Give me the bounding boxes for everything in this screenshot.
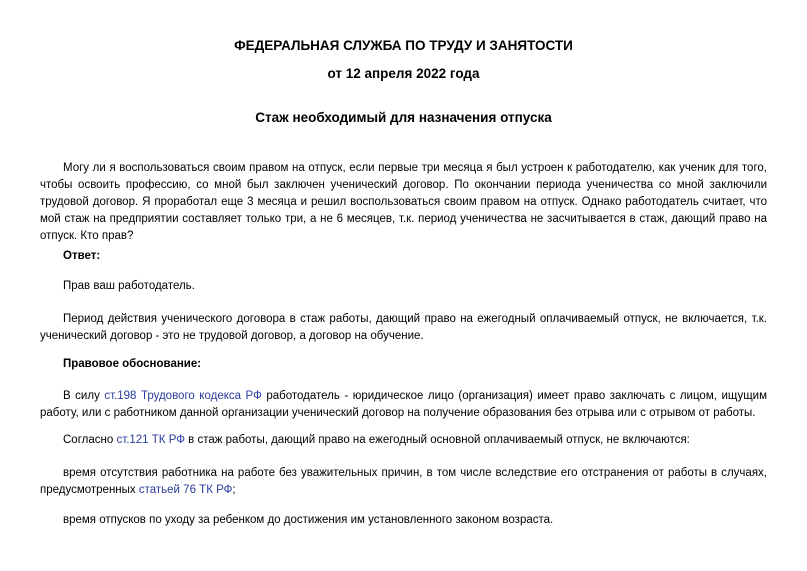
link-article-121[interactable]: ст.121 ТК РФ bbox=[116, 434, 185, 446]
question-paragraph: Могу ли я воспользоваться своим правом на отпуск, если первые три месяца я был устроен к работодателю, как ученик для того, чтобы освоить профессию, со мной был заключен ученический договор. По окончании периода ученичества со мной заключили трудовой договор. Я проработал еще 3 месяца и решил воспользоваться своим правом на отпуск. Однако работодатель считает, что мой стаж на предприятии составляет только три, а не 6 месяцев, т.к. период ученичества не засчитывается в стаж, дающий право на отпуск. Кто прав? bbox=[40, 162, 767, 242]
legal-paragraph-1-prefix: В силу bbox=[63, 390, 105, 402]
legal-paragraph-1-suffix: работодатель - юридическое лицо (организация) имеет право заключать с лицом, ищущим работу, или с работником данной организации ученический договор на получение образования без отрыва или с отрывом от работы. bbox=[40, 390, 767, 419]
legal-paragraph-3-prefix: время отсутствия работника на работе без уважительных причин, в том числе вследствие его отстранения от работы в случаях, предусмотренных bbox=[40, 467, 767, 496]
legal-paragraph-1 bbox=[40, 388, 767, 422]
link-article-198[interactable]: ст.198 Трудового кодекса РФ bbox=[104, 390, 262, 402]
legal-basis-heading: Правовое обоснование: bbox=[63, 358, 202, 370]
answer-heading: Ответ: bbox=[63, 250, 101, 262]
answer-detail-paragraph: Период действия ученического договора в стаж работы, дающий право на ежегодный оплачиваемый отпуск, не включается, т.к. ученический договор - это не трудовой договор, а договор на обучение. bbox=[40, 313, 767, 342]
link-article-76[interactable]: статьей 76 ТК РФ bbox=[138, 484, 233, 496]
organization-heading: ФЕДЕРАЛЬНАЯ СЛУЖБА ПО ТРУДУ И ЗАНЯТОСТИ bbox=[234, 38, 573, 53]
document-title: Стаж необходимый для назначения отпуска bbox=[255, 110, 552, 125]
legal-paragraph-2-prefix: Согласно bbox=[63, 434, 117, 446]
legal-paragraph-3 bbox=[40, 465, 767, 499]
legal-paragraph-4: время отпусков по уходу за ребенком до достижения им установленного законом возраста. bbox=[63, 514, 554, 526]
answer-short-paragraph: Прав ваш работодатель. bbox=[63, 280, 195, 292]
legal-paragraph-2 bbox=[40, 432, 767, 449]
legal-paragraph-2-suffix: в стаж работы, дающий право на ежегодный основной оплачиваемый отпуск, не включаются: bbox=[184, 434, 690, 446]
legal-paragraph-3-suffix: ; bbox=[232, 484, 236, 496]
document-date: от 12 апреля 2022 года bbox=[327, 66, 480, 81]
